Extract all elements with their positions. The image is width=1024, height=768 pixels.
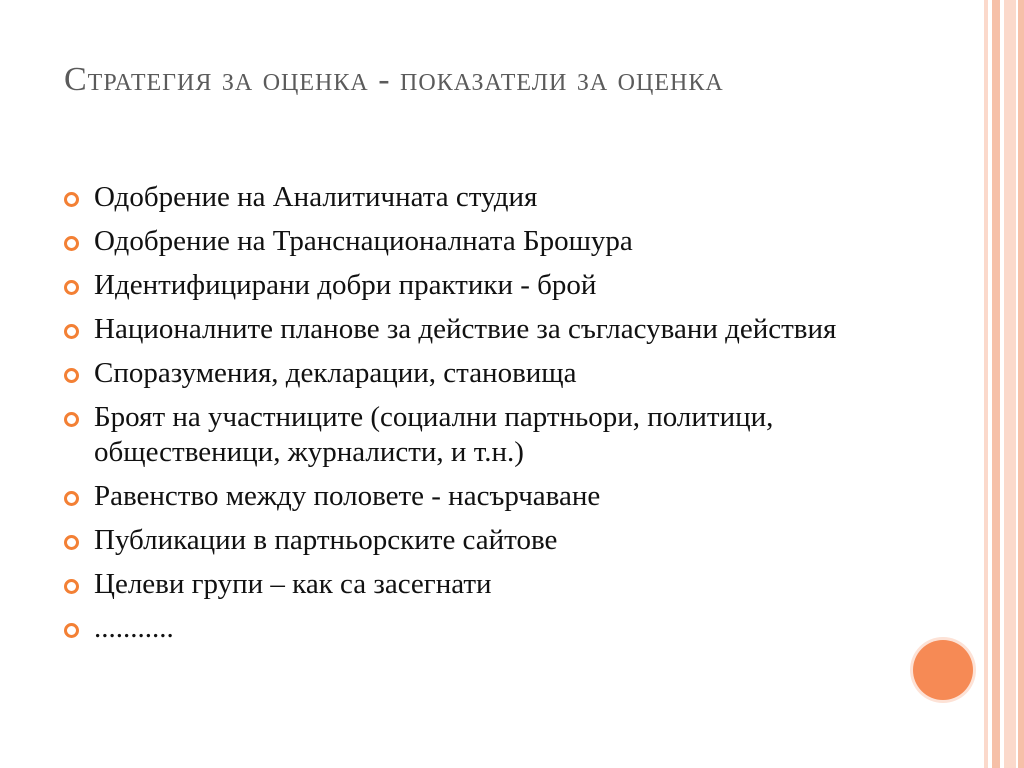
list-item bbox=[64, 479, 894, 514]
bullet-icon bbox=[64, 491, 79, 506]
list-item-text: Идентифицирани добри практики - брой bbox=[94, 269, 597, 301]
bullet-icon bbox=[64, 579, 79, 594]
list-item-text: Одобрение на Транснационалната Брошура bbox=[94, 225, 633, 257]
list-item-text: Публикации в партньорските сайтове bbox=[94, 524, 558, 556]
list-item bbox=[64, 224, 894, 259]
list-item bbox=[64, 356, 894, 391]
bullet-icon bbox=[64, 324, 79, 339]
bullet-icon bbox=[64, 412, 79, 427]
list-item bbox=[64, 180, 894, 215]
stripe bbox=[984, 0, 988, 768]
list-item bbox=[64, 611, 894, 646]
list-item-text: Броят на участниците (социални партньори, политици, общественици, журналисти, и т.н.) bbox=[94, 401, 774, 468]
list-item bbox=[64, 400, 894, 470]
decorative-circle bbox=[913, 640, 973, 700]
stripe bbox=[1018, 0, 1024, 768]
list-item bbox=[64, 312, 894, 347]
list-item-text: Споразумения, декларации, становища bbox=[94, 357, 577, 389]
list-item bbox=[64, 268, 894, 303]
stripe bbox=[1004, 0, 1016, 768]
bullet-icon bbox=[64, 368, 79, 383]
list-item bbox=[64, 523, 894, 558]
bullet-icon bbox=[64, 535, 79, 550]
slide-title: Стратегия за оценка - показатели за оценка bbox=[64, 61, 724, 98]
bullet-list bbox=[64, 180, 894, 655]
bullet-icon bbox=[64, 280, 79, 295]
list-item-text: Националните планове за действие за съгласувани действия bbox=[94, 313, 837, 345]
list-item bbox=[64, 567, 894, 602]
bullet-icon bbox=[64, 192, 79, 207]
decorative-stripes bbox=[984, 0, 1024, 768]
bullet-icon bbox=[64, 623, 79, 638]
bullet-icon bbox=[64, 236, 79, 251]
stripe bbox=[992, 0, 1000, 768]
list-item-text: Одобрение на Аналитичната студия bbox=[94, 181, 538, 213]
list-item-text: Целеви групи – как са засегнати bbox=[94, 568, 492, 600]
list-item-text: Равенство между половете - насърчаване bbox=[94, 480, 601, 512]
list-item-text: ........... bbox=[94, 612, 174, 644]
